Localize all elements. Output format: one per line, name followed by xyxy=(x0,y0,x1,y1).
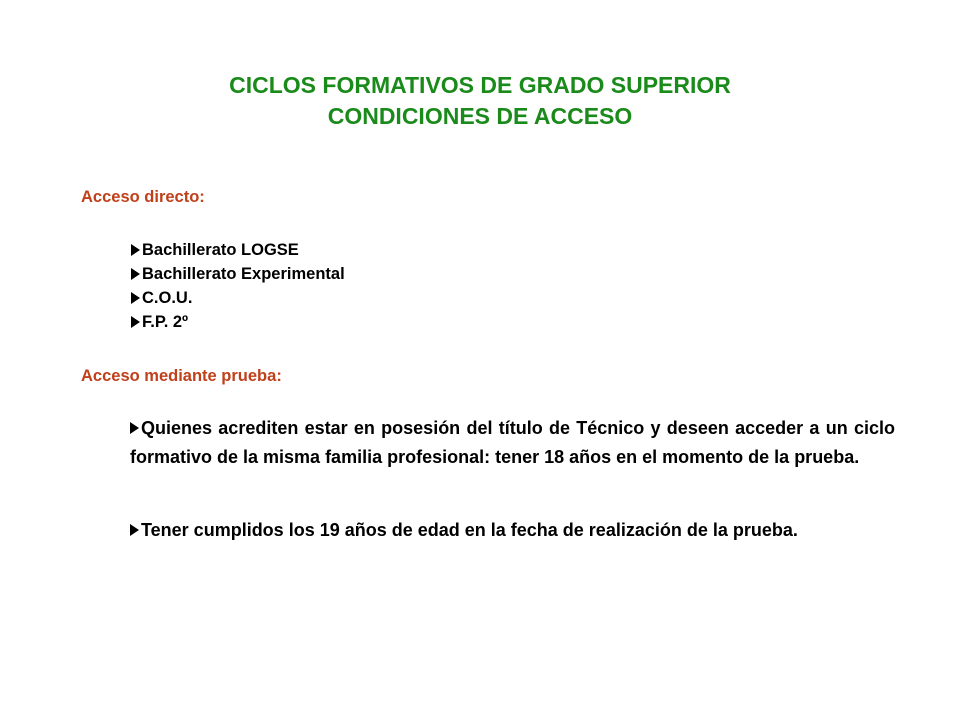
test-access-item xyxy=(130,414,895,472)
test-access-item-text: Quienes acrediten estar en posesión del título de Técnico y deseen acceder a un ciclo formativo de la misma familia profesional: tener 18 años en el momento de la prueba. xyxy=(130,418,895,467)
list-item xyxy=(131,310,345,334)
title-line-2: CONDICIONES DE ACCESO xyxy=(327,103,633,129)
title-line-1: CICLOS FORMATIVOS DE GRADO SUPERIOR xyxy=(229,72,731,98)
list-item-label: Bachillerato Experimental xyxy=(142,265,345,283)
list-item xyxy=(131,262,345,286)
list-item-label: C.O.U. xyxy=(142,289,193,307)
list-item xyxy=(131,238,345,262)
test-access-item-text: Tener cumplidos los 19 años de edad en la fecha de realización de la prueba. xyxy=(141,520,798,540)
list-item-label: F.P. 2º xyxy=(142,313,189,331)
arrow-right-icon xyxy=(131,244,140,256)
direct-access-list xyxy=(131,238,345,334)
arrow-right-icon xyxy=(130,524,139,536)
arrow-right-icon xyxy=(131,292,140,304)
test-access-item xyxy=(130,516,895,545)
direct-access-heading: Acceso directo: xyxy=(81,188,205,206)
list-item-label: Bachillerato LOGSE xyxy=(142,241,299,259)
arrow-right-icon xyxy=(131,268,140,280)
arrow-right-icon xyxy=(131,316,140,328)
list-item xyxy=(131,286,345,310)
page-title xyxy=(0,70,960,132)
test-access-heading: Acceso mediante prueba: xyxy=(81,367,282,385)
arrow-right-icon xyxy=(130,422,139,434)
